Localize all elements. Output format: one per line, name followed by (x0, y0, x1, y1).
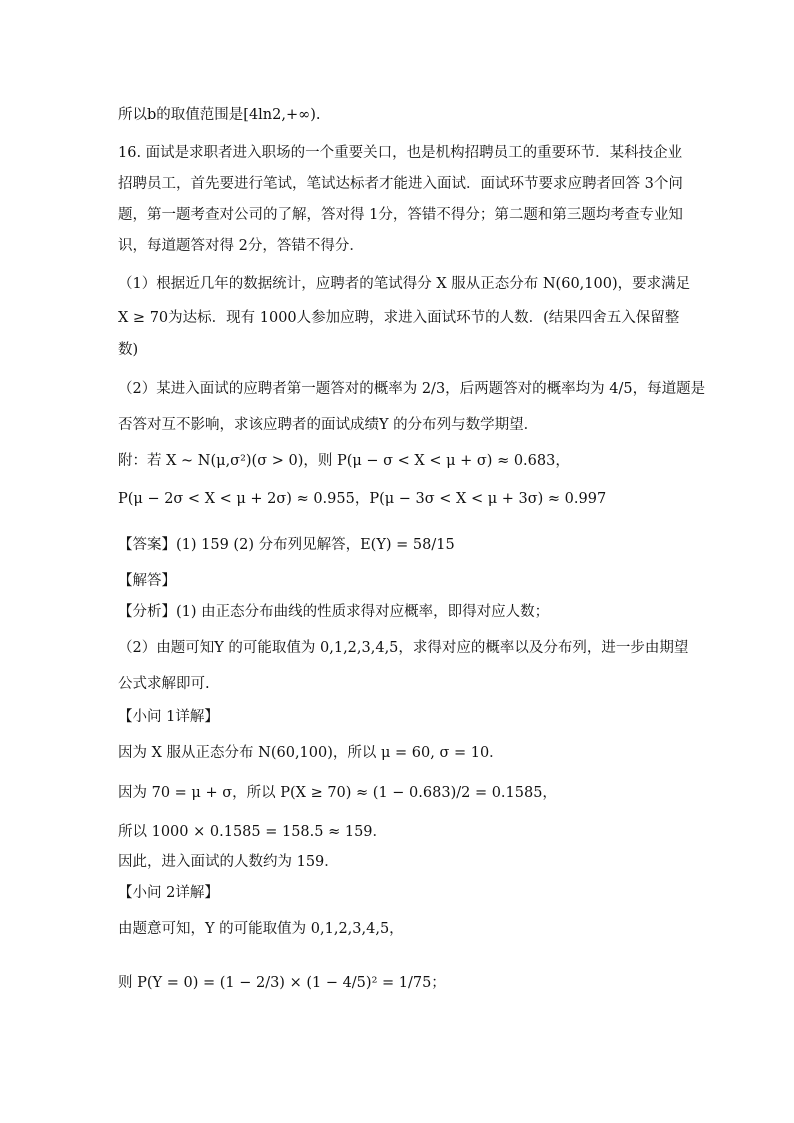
detail-1-line-4: 因此，进入面试的人数约为 159． (118, 854, 339, 870)
analysis-line-3: 公式求解即可. (118, 676, 210, 692)
solution-heading: 【解答】 (118, 573, 176, 589)
detail-1-line-1: 因为 X 服从正态分布 N(60,100)，所以 μ = 60, σ = 10． (118, 745, 504, 761)
subquestion-1-heading: 【小问 1详解】 (118, 709, 219, 725)
detail-2-line-2: 则 P(Y = 0) = (1 − 2/3) × (1 − 4/5)² = 1/75； (118, 975, 446, 991)
detail-1-line-2: 因为 70 = μ + σ，所以 P(X ≥ 70) ≈ (1 − 0.683)/2 = 0.1585， (118, 785, 557, 801)
detail-2-line-1: 由题意可知，Y 的可能取值为 0,1,2,3,4,5， (118, 921, 404, 937)
appendix-line-1: 附：若 X ~ N(μ,σ²)(σ > 0)，则 P(μ − σ < X < μ + σ) ≈ 0.683， (118, 453, 570, 469)
part-1-line-1: （1）根据近几年的数据统计，应聘者的笔试得分 X 服从正态分布 N(60,100)，要求满足 (118, 276, 691, 292)
previous-answer-line: 所以b的取值范围是[4ln2,+∞). (118, 107, 321, 123)
subquestion-2-heading: 【小问 2详解】 (118, 885, 219, 901)
problem-16-line-4: 识，每道题答对得 2分，答错不得分． (118, 238, 364, 254)
problem-16-line-2: 招聘员工，首先要进行笔试，笔试达标者才能进入面试．面试环节要求应聘者回答 3个问 (118, 176, 683, 192)
problem-16-line-3: 题，第一题考查对公司的了解，答对得 1分，答错不得分；第二题和第三题均考查专业知 (118, 207, 683, 223)
detail-1-line-3: 所以 1000 × 0.1585 = 158.5 ≈ 159． (118, 824, 388, 840)
analysis-line-2: （2）由题可知Y 的可能取值为 0,1,2,3,4,5，求得对应的概率以及分布列，进一步由期望 (118, 640, 689, 656)
problem-16-line-1: 16. 面试是求职者进入职场的一个重要关口，也是机构招聘员工的重要环节．某科技企业 (118, 145, 683, 161)
answer-line: 【答案】(1) 159 (2) 分布列见解答，E(Y) = 58/15 (118, 537, 455, 553)
analysis-line-1: 【分析】(1) 由正态分布曲线的性质求得对应概率，即得对应人数； (118, 604, 550, 620)
part-1-line-3: 数) (118, 342, 139, 358)
part-1-line-2: X ≥ 70为达标．现有 1000人参加应聘，求进入面试环节的人数．(结果四舍五入保留整 (118, 310, 680, 326)
appendix-line-2: P(μ − 2σ < X < μ + 2σ) ≈ 0.955，P(μ − 3σ < X < μ + 3σ) ≈ 0.997 (118, 491, 607, 507)
part-2-line-1: （2）某进入面试的应聘者第一题答对的概率为 2/3，后两题答对的概率均为 4/5，每道题是 (118, 381, 706, 397)
part-2-line-2: 否答对互不影响，求该应聘者的面试成绩Y 的分布列与数学期望． (118, 417, 539, 433)
